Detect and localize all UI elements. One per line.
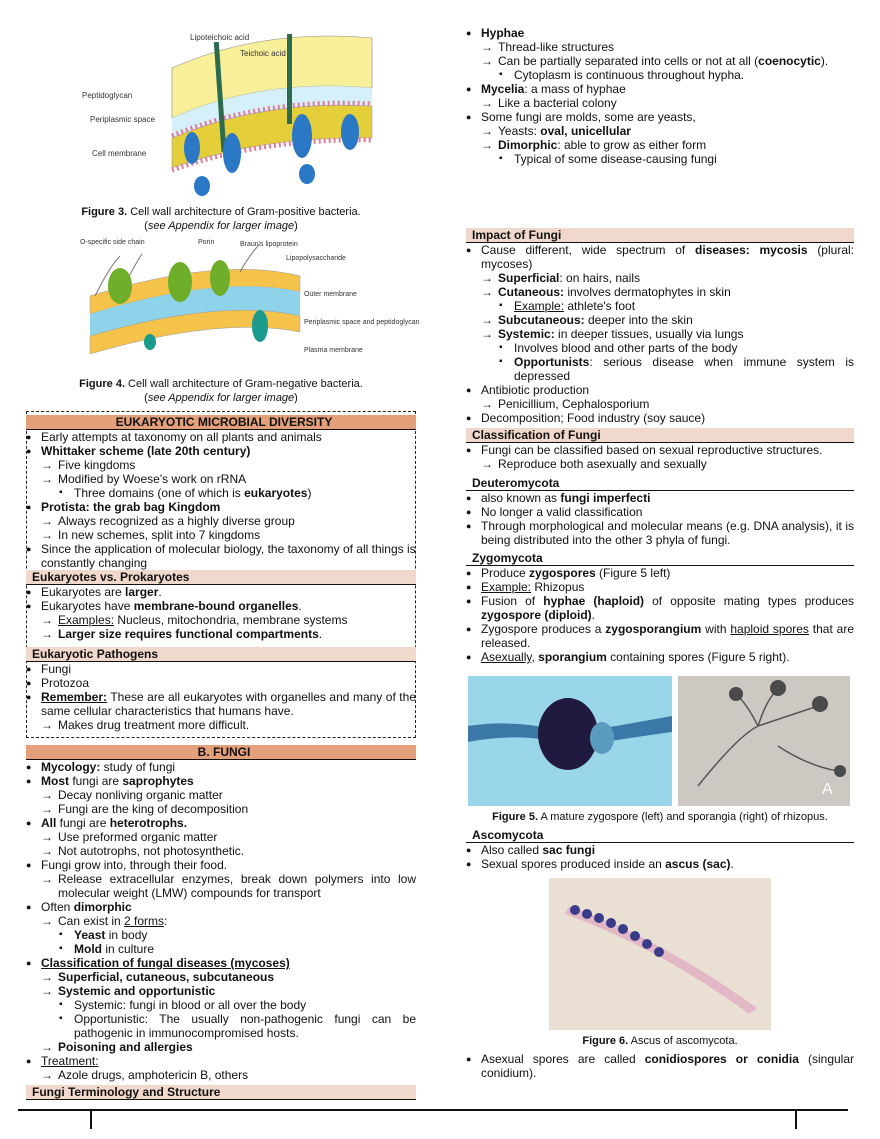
list-item: → Subcutaneous: deeper into the skin	[466, 313, 854, 327]
list-item: ● Decomposition; Food industry (soy sauce)	[466, 411, 854, 425]
figure-5-caption: Figure 5. A mature zygospore (left) and sporangia (right) of rhizopus.	[492, 811, 828, 823]
fig3-label-periplasmic: Periplasmic space	[90, 115, 155, 124]
list-item: ● Mycology: study of fungi	[26, 760, 416, 774]
fungi-heading: B. FUNGI	[26, 745, 416, 760]
eukaryotic-section	[26, 415, 416, 732]
fig4-label-porin: Porin	[198, 239, 215, 246]
zygospore-image	[468, 676, 672, 806]
fig3-label-cell-membrane: Cell membrane	[92, 149, 147, 158]
list-item: → Use preformed organic matter	[26, 830, 416, 844]
list-item: ● Often dimorphic	[26, 900, 416, 914]
fig3-label-lipoteichoic: Lipoteichoic acid	[190, 33, 250, 42]
list-item: ● Zygospore produces a zygosporangium with haploid spores that are released.	[466, 622, 854, 650]
list-item: ● Cause different, wide spectrum of diseases: mycosis (plural: mycoses)	[466, 243, 854, 271]
fig4-label-plasma: Plasma membrane	[304, 347, 363, 354]
pathogens-heading: Eukaryotic Pathogens	[26, 647, 416, 662]
fig4-label-periplasmic: Periplasmic space and peptidoglycan	[304, 319, 420, 326]
sporangia-image	[678, 676, 850, 806]
list-item: → Thread-like structures	[466, 40, 854, 54]
list-item: ● Some fungi are molds, some are yeasts,	[466, 110, 854, 124]
right-top-section	[466, 26, 854, 166]
ascomycota-section	[466, 828, 854, 871]
list-item: → Dimorphic: able to grow as either form	[466, 138, 854, 152]
list-item: → Larger size requires functional compartments.	[26, 627, 416, 641]
image-label-a: A	[822, 781, 833, 798]
list-item: ● Asexually, sporangium containing spores (Figure 5 right).	[466, 650, 854, 664]
footer-tick-right	[795, 1111, 797, 1129]
list-item: ● Eukaryotes are larger.	[26, 585, 416, 599]
list-item: ● Remember: These are all eukaryotes with organelles and many of the same cellular characteristics that humans have.	[26, 690, 416, 718]
list-item: → Systemic and opportunistic	[26, 984, 416, 998]
vs-heading: Eukaryotes vs. Prokaryotes	[26, 570, 416, 585]
zygomycota-heading: Zygomycota	[466, 551, 854, 566]
conidia-section	[466, 1052, 854, 1080]
list-item: ● Through morphological and molecular means (e.g. DNA analysis), it is being distributed into the other 3 phyla of fungi.	[466, 519, 854, 547]
figure-6-caption: Figure 6. Ascus of ascomycota.	[582, 1035, 738, 1047]
list-item: → Superficial, cutaneous, subcutaneous	[26, 970, 416, 984]
classification-heading: Classification of Fungi	[466, 428, 854, 443]
list-item: ▪ Example: athlete's foot	[466, 299, 854, 313]
footer-tick-left	[90, 1111, 92, 1129]
terminology-heading: Fungi Terminology and Structure	[26, 1085, 416, 1100]
list-item: ● Protozoa	[26, 676, 416, 690]
list-item: ● Hyphae	[466, 26, 854, 40]
figure-3-diagram	[82, 28, 382, 200]
fig4-label-outer: Outer membrane	[304, 291, 357, 298]
impact-heading: Impact of Fungi	[466, 228, 854, 243]
ascomycota-heading: Ascomycota	[466, 828, 854, 843]
list-item: ● Asexual spores are called conidiospores or conidia (singular conidium).	[466, 1052, 854, 1080]
list-item: → Cutaneous: involves dermatophytes in skin	[466, 285, 854, 299]
list-item: ● Whittaker scheme (late 20th century)	[26, 444, 416, 458]
list-item: ● Eukaryotes have membrane-bound organelles.	[26, 599, 416, 613]
ascus-image	[549, 878, 771, 1030]
list-item: ● Treatment:	[26, 1054, 416, 1068]
list-item: ● Protista: the grab bag Kingdom	[26, 500, 416, 514]
list-item: ▪ Mold in culture	[26, 942, 416, 956]
list-item: → Not autotrophs, not photosynthetic.	[26, 844, 416, 858]
list-item: → Examples: Nucleus, mitochondria, membrane systems	[26, 613, 416, 627]
list-item: ● Sexual spores produced inside an ascus (sac).	[466, 857, 854, 871]
list-item: ● also known as fungi imperfecti	[466, 491, 854, 505]
list-item: → Fungi are the king of decomposition	[26, 802, 416, 816]
fungi-section	[26, 745, 416, 1100]
fig3-label-teichoic: Teichoic acid	[240, 49, 286, 58]
list-item: ● Most fungi are saprophytes	[26, 774, 416, 788]
list-item: ▪ Opportunists: serious disease when immune system is depressed	[466, 355, 854, 383]
list-item: ● All fungi are heterotrophs.	[26, 816, 416, 830]
list-item: → Like a bacterial colony	[466, 96, 854, 110]
list-item: ▪ Cytoplasm is continuous throughout hypha.	[466, 68, 854, 82]
impact-section	[466, 228, 854, 664]
list-item: → Reproduce both asexually and sexually	[466, 457, 854, 471]
list-item: ● Fusion of hyphae (haploid) of opposite mating types produces zygospore (diploid).	[466, 594, 854, 622]
euk-heading: EUKARYOTIC MICROBIAL DIVERSITY	[26, 415, 416, 430]
list-item: → In new schemes, split into 7 kingdoms	[26, 528, 416, 542]
deuteromycota-heading: Deuteromycota	[466, 476, 854, 491]
list-item: → Can be partially separated into cells or not at all (coenocytic).	[466, 54, 854, 68]
list-item: → Can exist in 2 forms:	[26, 914, 416, 928]
list-item: ● Since the application of molecular biology, the taxonomy of all things is constantly changing	[26, 542, 416, 570]
fig4-label-braun: Braun's lipoprotein	[240, 241, 298, 248]
list-item: ● Fungi	[26, 662, 416, 676]
footer-line	[18, 1109, 848, 1111]
list-item: → Decay nonliving organic matter	[26, 788, 416, 802]
list-item: ● Mycelia: a mass of hyphae	[466, 82, 854, 96]
fig3-label-peptidoglycan: Peptidoglycan	[82, 91, 133, 100]
list-item: → Yeasts: oval, unicellular	[466, 124, 854, 138]
list-item: ● Also called sac fungi	[466, 843, 854, 857]
list-item: → Superficial: on hairs, nails	[466, 271, 854, 285]
figure-4-diagram	[80, 236, 420, 374]
fig4-label-lps: Lipopolysaccharide	[286, 255, 346, 262]
list-item: → Always recognized as a highly diverse group	[26, 514, 416, 528]
list-item: ▪ Systemic: fungi in blood or all over the body	[26, 998, 416, 1012]
fig4-label-ospecific: O-specific side chain	[80, 239, 145, 246]
list-item: ● Produce zygospores (Figure 5 left)	[466, 566, 854, 580]
list-item: → Five kingdoms	[26, 458, 416, 472]
list-item: → Makes drug treatment more difficult.	[26, 718, 416, 732]
list-item: → Poisoning and allergies	[26, 1040, 416, 1054]
list-item: ● Classification of fungal diseases (mycoses)	[26, 956, 416, 970]
list-item: ● Antibiotic production	[466, 383, 854, 397]
figure-4-caption: Figure 4. Cell wall architecture of Gram-negative bacteria. (see Appendix for larger image)	[79, 378, 363, 404]
list-item: ● Example: Rhizopus	[466, 580, 854, 594]
list-item: ▪ Typical of some disease-causing fungi	[466, 152, 854, 166]
list-item: ● No longer a valid classification	[466, 505, 854, 519]
list-item: → Azole drugs, amphotericin B, others	[26, 1068, 416, 1082]
list-item: ● Fungi grow into, through their food.	[26, 858, 416, 872]
list-item: → Modified by Woese's work on rRNA	[26, 472, 416, 486]
list-item: ▪ Yeast in body	[26, 928, 416, 942]
list-item: ● Early attempts at taxonomy on all plants and animals	[26, 430, 416, 444]
list-item: ▪ Opportunistic: The usually non-pathogenic fungi can be pathogenic in immunocompromised hosts.	[26, 1012, 416, 1040]
list-item: → Systemic: in deeper tissues, usually via lungs	[466, 327, 854, 341]
list-item: ▪ Involves blood and other parts of the body	[466, 341, 854, 355]
list-item: ▪ Three domains (one of which is eukaryotes)	[26, 486, 416, 500]
list-item: ● Fungi can be classified based on sexual reproductive structures.	[466, 443, 854, 457]
figure-3-caption: Figure 3. Cell wall architecture of Gram-positive bacteria. (see Appendix for larger image)	[81, 206, 361, 232]
list-item: → Release extracellular enzymes, break down polymers into low molecular weight (LMW) compounds for transport	[26, 872, 416, 900]
list-item: → Penicillium, Cephalosporium	[466, 397, 854, 411]
